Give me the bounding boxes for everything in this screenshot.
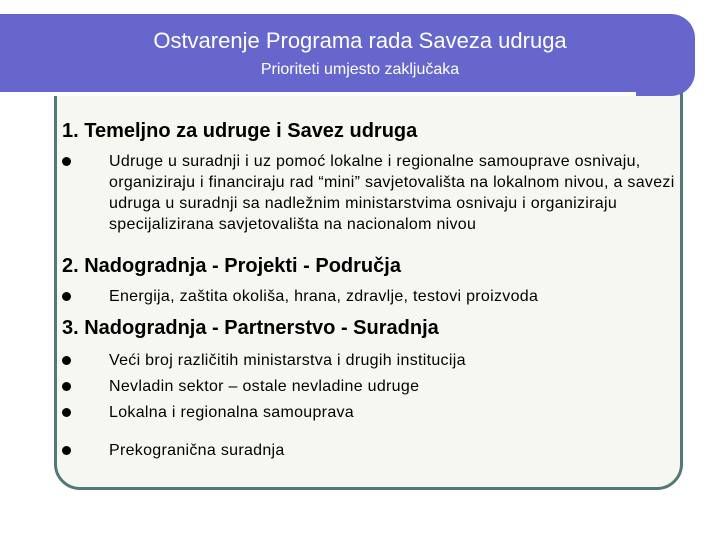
slide-subtitle: Prioriteti umjesto zaključaka	[260, 61, 460, 78]
bullet-icon	[62, 408, 71, 417]
section-heading-1: 1. Temeljno za udruge i Savez udruga	[62, 120, 418, 142]
slide-title: Ostvarenje Programa rada Saveza udruga	[153, 28, 567, 53]
section-heading-3: 3. Nadogradnja - Partnerstvo - Suradnja	[62, 317, 439, 339]
list-item-text: Lokalna i regionalna samouprava	[109, 404, 355, 421]
list-item-text: Udruge u suradnji i uz pomoć lokalne i regionalne samouprave osnivaju, organiziraju i financiraju rad “mini” savjetovališta na lokalnom nivou, a savezi udruga u suradnji sa nadležnim ministarstvima osnivaju i organiziraju specijalizirana savjetovališta na nacionalom nivou	[109, 153, 675, 233]
section-heading-2: 2. Nadogradnja - Projekti - Područja	[62, 255, 401, 277]
list-item	[62, 348, 682, 374]
bullet-icon	[62, 446, 71, 455]
list-item	[62, 151, 682, 235]
bullet-icon	[62, 157, 71, 166]
bullet-icon	[62, 292, 71, 301]
header-divider	[0, 92, 636, 96]
list-item	[62, 374, 682, 400]
list-item-text: Veći broj različitih ministarstva i drugih institucija	[109, 352, 466, 369]
bullet-icon	[62, 356, 71, 365]
list-item-text: Prekogranična suradnja	[109, 442, 285, 459]
list-item	[62, 286, 682, 307]
list-item-text: Energija, zaštita okoliša, hrana, zdravlje, testovi proizvoda	[109, 288, 539, 305]
bullet-icon	[62, 382, 71, 391]
list-item	[62, 438, 682, 464]
list-item	[62, 400, 682, 426]
slide-content	[62, 118, 682, 464]
list-item-text: Nevladin sektor – ostale nevladine udruge	[109, 378, 420, 395]
header-band	[0, 14, 695, 96]
